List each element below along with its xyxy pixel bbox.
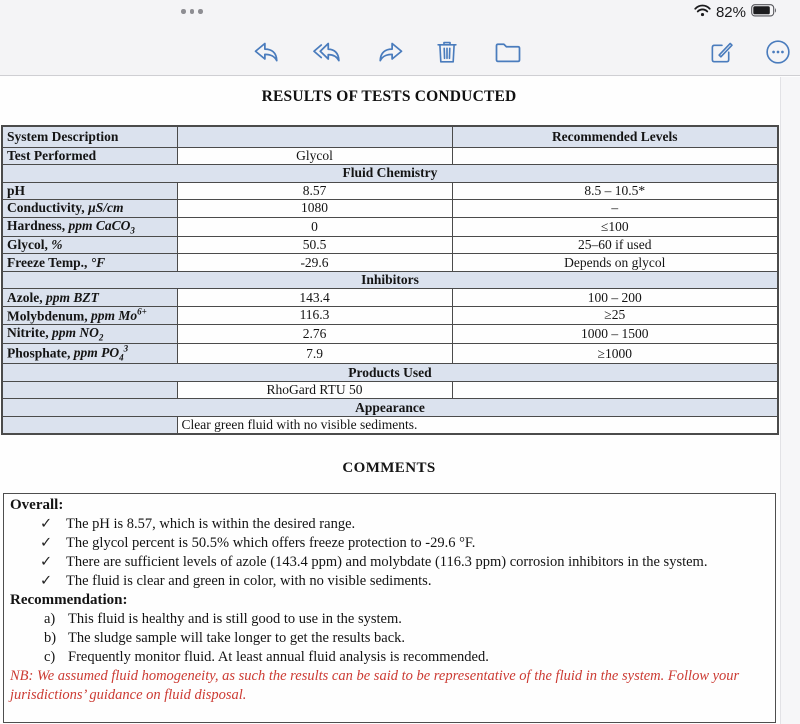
- multitask-dots-icon[interactable]: [181, 9, 203, 14]
- check-item: [40, 515, 769, 534]
- table-cell: ≥25: [452, 306, 778, 324]
- battery-icon: [751, 4, 778, 21]
- table-cell: System Description: [2, 126, 177, 147]
- comments-box: [3, 493, 776, 723]
- check-item: [40, 553, 769, 572]
- table-cell: [452, 147, 778, 165]
- results-table-body: [2, 126, 778, 434]
- reply-all-button[interactable]: [311, 37, 343, 67]
- table-cell: Depends on glycol: [452, 254, 778, 272]
- recommendation-item: [44, 648, 769, 667]
- more-icon: [764, 38, 792, 66]
- recommendation-label: Recommendation:: [10, 592, 128, 608]
- trash-button[interactable]: [431, 37, 463, 67]
- table-cell: 116.3: [177, 306, 452, 324]
- table-row: [2, 416, 778, 434]
- check-item: [40, 572, 769, 591]
- status-bar: [694, 4, 778, 21]
- table-cell: 7.9: [177, 343, 452, 364]
- nb-note: NB: We assumed fluid homogeneity, as such the results can be said to be representative of the fluid in the system. Follow your jurisdictions’ guidance on fluid disposal.: [10, 668, 740, 703]
- table-cell: ≥1000: [452, 343, 778, 364]
- table-row: [2, 217, 778, 236]
- check-icon: ✓: [40, 535, 53, 551]
- recommendation-text: The sludge sample will take longer to get the results back.: [68, 630, 406, 646]
- table-cell: Glycol, %: [2, 236, 177, 254]
- table-cell: Inhibitors: [2, 271, 778, 289]
- table-cell: [177, 126, 452, 147]
- page-title: RESULTS OF TESTS CONDUCTED: [261, 88, 517, 105]
- table-row: [2, 306, 778, 324]
- top-bar: [0, 0, 800, 76]
- checks-list: [10, 515, 769, 591]
- results-table: [1, 125, 779, 435]
- recommendation-item: [44, 610, 769, 629]
- table-cell: 1000 – 1500: [452, 324, 778, 343]
- reply-all-icon: [312, 39, 342, 66]
- table-cell: 25–60 if used: [452, 236, 778, 254]
- trash-icon: [433, 38, 461, 66]
- table-row: [2, 289, 778, 307]
- table-cell: ≤100: [452, 217, 778, 236]
- table-cell: 8.57: [177, 182, 452, 200]
- overall-label: Overall:: [10, 497, 64, 513]
- check-icon: ✓: [40, 554, 53, 570]
- document-page: [0, 77, 780, 724]
- table-cell: Appearance: [2, 399, 778, 417]
- table-cell: Hardness, ppm CaCO$_3$: [2, 217, 177, 236]
- recommendation-marker: c): [44, 649, 56, 665]
- table-row: [2, 364, 778, 382]
- check-text: The fluid is clear and green in color, with no visible sediments.: [66, 573, 432, 589]
- table-cell: pH: [2, 182, 177, 200]
- table-row: [2, 381, 778, 399]
- table-row: [2, 126, 778, 147]
- table-cell: [2, 381, 177, 399]
- check-text: There are sufficient levels of azole (143.4 ppm) and molybdate (116.3 ppm) corrosion inhibitors in the system.: [66, 554, 708, 570]
- table-cell: 1080: [177, 200, 452, 218]
- comments-heading: COMMENTS: [342, 460, 436, 476]
- table-row: [2, 182, 778, 200]
- table-cell: Phosphate, ppm $PO_4^3$: [2, 343, 177, 364]
- wifi-icon: [694, 4, 711, 21]
- check-text: The pH is 8.57, which is within the desired range.: [66, 516, 356, 532]
- check-text: The glycol percent is 50.5% which offers freeze protection to -29.6 °F.: [66, 535, 476, 551]
- table-row: [2, 236, 778, 254]
- table-cell: Test Performed: [2, 147, 177, 165]
- table-cell: 100 – 200: [452, 289, 778, 307]
- table-cell: Clear green fluid with no visible sediments.: [177, 416, 778, 434]
- recommendation-text: This fluid is healthy and is still good to use in the system.: [68, 611, 402, 627]
- table-cell: 0: [177, 217, 452, 236]
- table-row: [2, 399, 778, 417]
- check-icon: ✓: [40, 516, 53, 532]
- table-row: [2, 254, 778, 272]
- table-cell: 50.5: [177, 236, 452, 254]
- battery-percent: 82%: [715, 4, 746, 21]
- table-cell: -29.6: [177, 254, 452, 272]
- table-cell: Azole, ppm BZT: [2, 289, 177, 307]
- table-cell: [452, 381, 778, 399]
- forward-button[interactable]: [374, 37, 406, 67]
- folder-icon: [493, 39, 523, 66]
- table-row: [2, 343, 778, 364]
- table-row: [2, 147, 778, 165]
- reply-button[interactable]: [251, 37, 283, 67]
- forward-icon: [375, 39, 405, 66]
- folder-button[interactable]: [492, 37, 524, 67]
- recommendation-marker: a): [44, 611, 56, 627]
- table-row: [2, 324, 778, 343]
- table-cell: Fluid Chemistry: [2, 165, 778, 183]
- table-cell: [2, 416, 177, 434]
- table-cell: 8.5 – 10.5*: [452, 182, 778, 200]
- recommendation-text: Frequently monitor fluid. At least annual fluid analysis is recommended.: [68, 649, 489, 665]
- table-row: [2, 271, 778, 289]
- table-cell: Conductivity, µS/cm: [2, 200, 177, 218]
- check-icon: ✓: [40, 573, 53, 589]
- table-cell: Nitrite, ppm $NO_2$: [2, 324, 177, 343]
- more-button[interactable]: [762, 37, 794, 67]
- reply-icon: [252, 39, 282, 66]
- check-item: [40, 534, 769, 553]
- table-cell: 143.4: [177, 289, 452, 307]
- table-cell: Products Used: [2, 364, 778, 382]
- table-cell: RhoGard RTU 50: [177, 381, 452, 399]
- table-cell: Molybdenum, ppm $Mo^{6+}$: [2, 306, 177, 324]
- table-cell: –: [452, 200, 778, 218]
- recommendation-item: [44, 629, 769, 648]
- table-cell: 2.76: [177, 324, 452, 343]
- compose-icon: [707, 38, 735, 66]
- table-cell: Recommended Levels: [452, 126, 778, 147]
- recommendation-marker: b): [44, 630, 57, 646]
- page-edge-margin: [780, 77, 800, 724]
- compose-button[interactable]: [705, 37, 737, 67]
- table-row: [2, 200, 778, 218]
- table-row: [2, 165, 778, 183]
- recommendations-list: [10, 610, 769, 667]
- table-cell: Freeze Temp., °F: [2, 254, 177, 272]
- table-cell: Glycol: [177, 147, 452, 165]
